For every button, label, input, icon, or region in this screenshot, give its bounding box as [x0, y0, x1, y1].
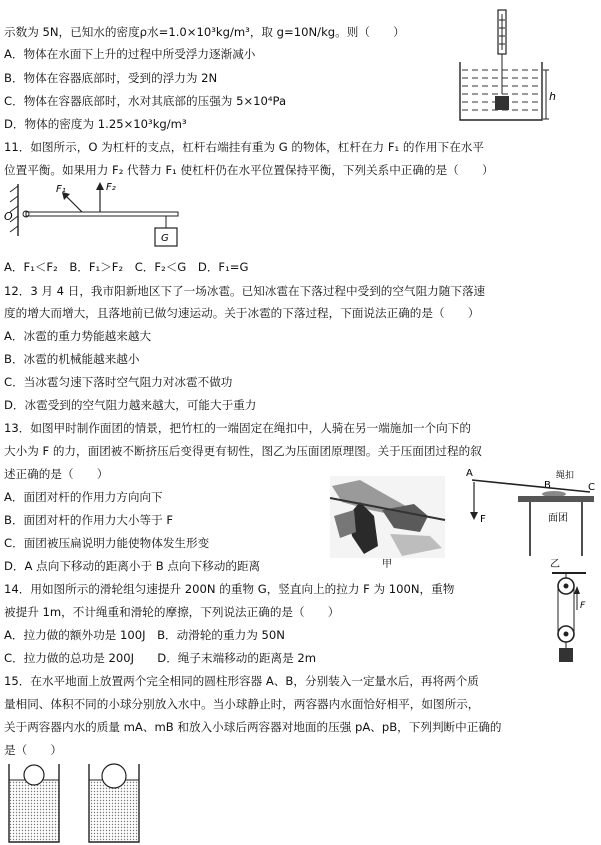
q11-stem-line1: 11．如图所示，O 为杠杆的支点，杠杆右端挂有重为 G 的物体，杠杆在力 F₁ 的作用下在水平 [4, 140, 484, 154]
q12-stem-line2: 度的增大而增大，且落地前已做匀速运动。关于冰雹的下落过程，下面说法正确的是（ ） [4, 306, 480, 320]
q10-option-a: A．物体在水面下上升的过程中所受浮力逐渐减小 [4, 47, 256, 61]
q13-shengkou-label: 绳扣 [556, 471, 575, 481]
q15-stem-line1: 15．在水平地面上放置两个完全相同的圆柱形容器 A、B，分别装入一定量水后，再将两个质 [4, 674, 479, 688]
q13-stem-line3: 述正确的是（ ） [4, 467, 109, 481]
q12-option-c: C．当冰雹匀速下落时空气阻力对冰雹不做功 [4, 375, 233, 389]
q14-options-ab: A．拉力做的额外功是 100J B．动滑轮的重力为 50N [4, 628, 285, 642]
q10-h-label: h [549, 90, 556, 103]
q13-option-a: A．面团对杆的作用力方向向下 [4, 490, 163, 504]
q11-options: A．F₁＜F₂ B．F₁＞F₂ C．F₂＜G D．F₁=G [4, 260, 249, 274]
q13-photo-figure [330, 476, 445, 568]
q14-options-cd: C．拉力做的总功是 200J D．绳子末端移动的距离是 2m [4, 651, 317, 665]
q15-stem-line3: 关于两容器内水的质量 mA、mB 和放入小球后两容器对地面的压强 pA、pB，下列判断中正确的 [4, 720, 502, 734]
q12-stem-line1: 12．3 月 4 日，我市阳新地区下了一场冰雹。已知冰雹在下落过程中受到的空气阻力随下落速 [4, 284, 486, 298]
q11-f1-label: F₁ [56, 184, 66, 195]
q12-option-b: B．冰雹的机械能越来越小 [4, 352, 140, 366]
q13-miantuan-label: 面团 [548, 513, 568, 524]
q13-option-c: C．面团被压扁说明力能使物体发生形变 [4, 536, 210, 550]
q14-stem-line1: 14．用如图所示的滑轮组匀速提升 200N 的重物 G，竖直向上的拉力 F 为 100N，重物 [4, 582, 455, 596]
q10-option-d: D．物体的密度为 1.25×10³kg/m³ [4, 117, 187, 131]
q13-jia-label: 甲 [382, 559, 392, 570]
q11-stem-line2: 位置平衡。如果用力 F₂ 代替力 F₁ 使杠杆仍在水平位置保持平衡，下列关系中正确的是（ ） [4, 163, 494, 177]
q10-figure [454, 8, 554, 128]
q14-stem-line2: 被提升 1m，不计绳重和滑轮的摩擦，下列说法正确的是（ ） [4, 605, 340, 619]
q11-lever-figure [4, 180, 204, 250]
q11-o-label: O [4, 210, 13, 223]
q13-option-d: D．A 点向下移动的距离小于 B 点向下移动的距离 [4, 559, 261, 573]
q14-force-f-label: F [580, 601, 586, 611]
q15-stem-line4: 是（ ） [4, 743, 62, 757]
q13-option-b: B．面团对杆的作用力大小等于 F [4, 513, 174, 527]
q15-stem-line2: 量相同、体积不同的小球分别放入水中。当小球静止时，两容器内水面恰好相平，如图所示， [4, 697, 480, 711]
q15-containers-figure [6, 760, 146, 844]
q13-yi-label: 乙 [550, 559, 560, 570]
q13-point-c-label: C [588, 482, 595, 493]
q12-option-a: A．冰雹的重力势能越来越大 [4, 329, 152, 343]
q10-stem: 示数为 5N，已知水的密度ρ水=1.0×10³kg/m³，取 g=10N/kg。则（ ） [4, 25, 405, 39]
q10-option-c: C．物体在容器底部时，水对其底部的压强为 5×10⁴Pa [4, 94, 287, 108]
q13-force-f-label: F [480, 514, 486, 525]
q11-f2-label: F₂ [106, 182, 116, 193]
q12-option-d: D．冰雹受到的空气阻力越来越大，可能大于重力 [4, 398, 257, 412]
q13-point-a-label: A [466, 468, 473, 479]
q13-point-b-label: B [544, 480, 551, 491]
q10-option-b: B．物体在容器底部时，受到的浮力为 2N [4, 71, 218, 85]
q13-stem-line1: 13．如图甲时制作面团的情景，把竹杠的一端固定在绳扣中，人骑在另一端施加一个向下的 [4, 421, 471, 435]
q14-pulley-figure [550, 570, 590, 666]
q13-principle-figure [462, 466, 598, 570]
q13-stem-line2: 大小为 F 的力，面团被不断挤压后变得更有韧性，图乙为压面团原理图。关于压面团过程的叙 [4, 444, 482, 458]
q11-g-label: G [161, 233, 169, 244]
